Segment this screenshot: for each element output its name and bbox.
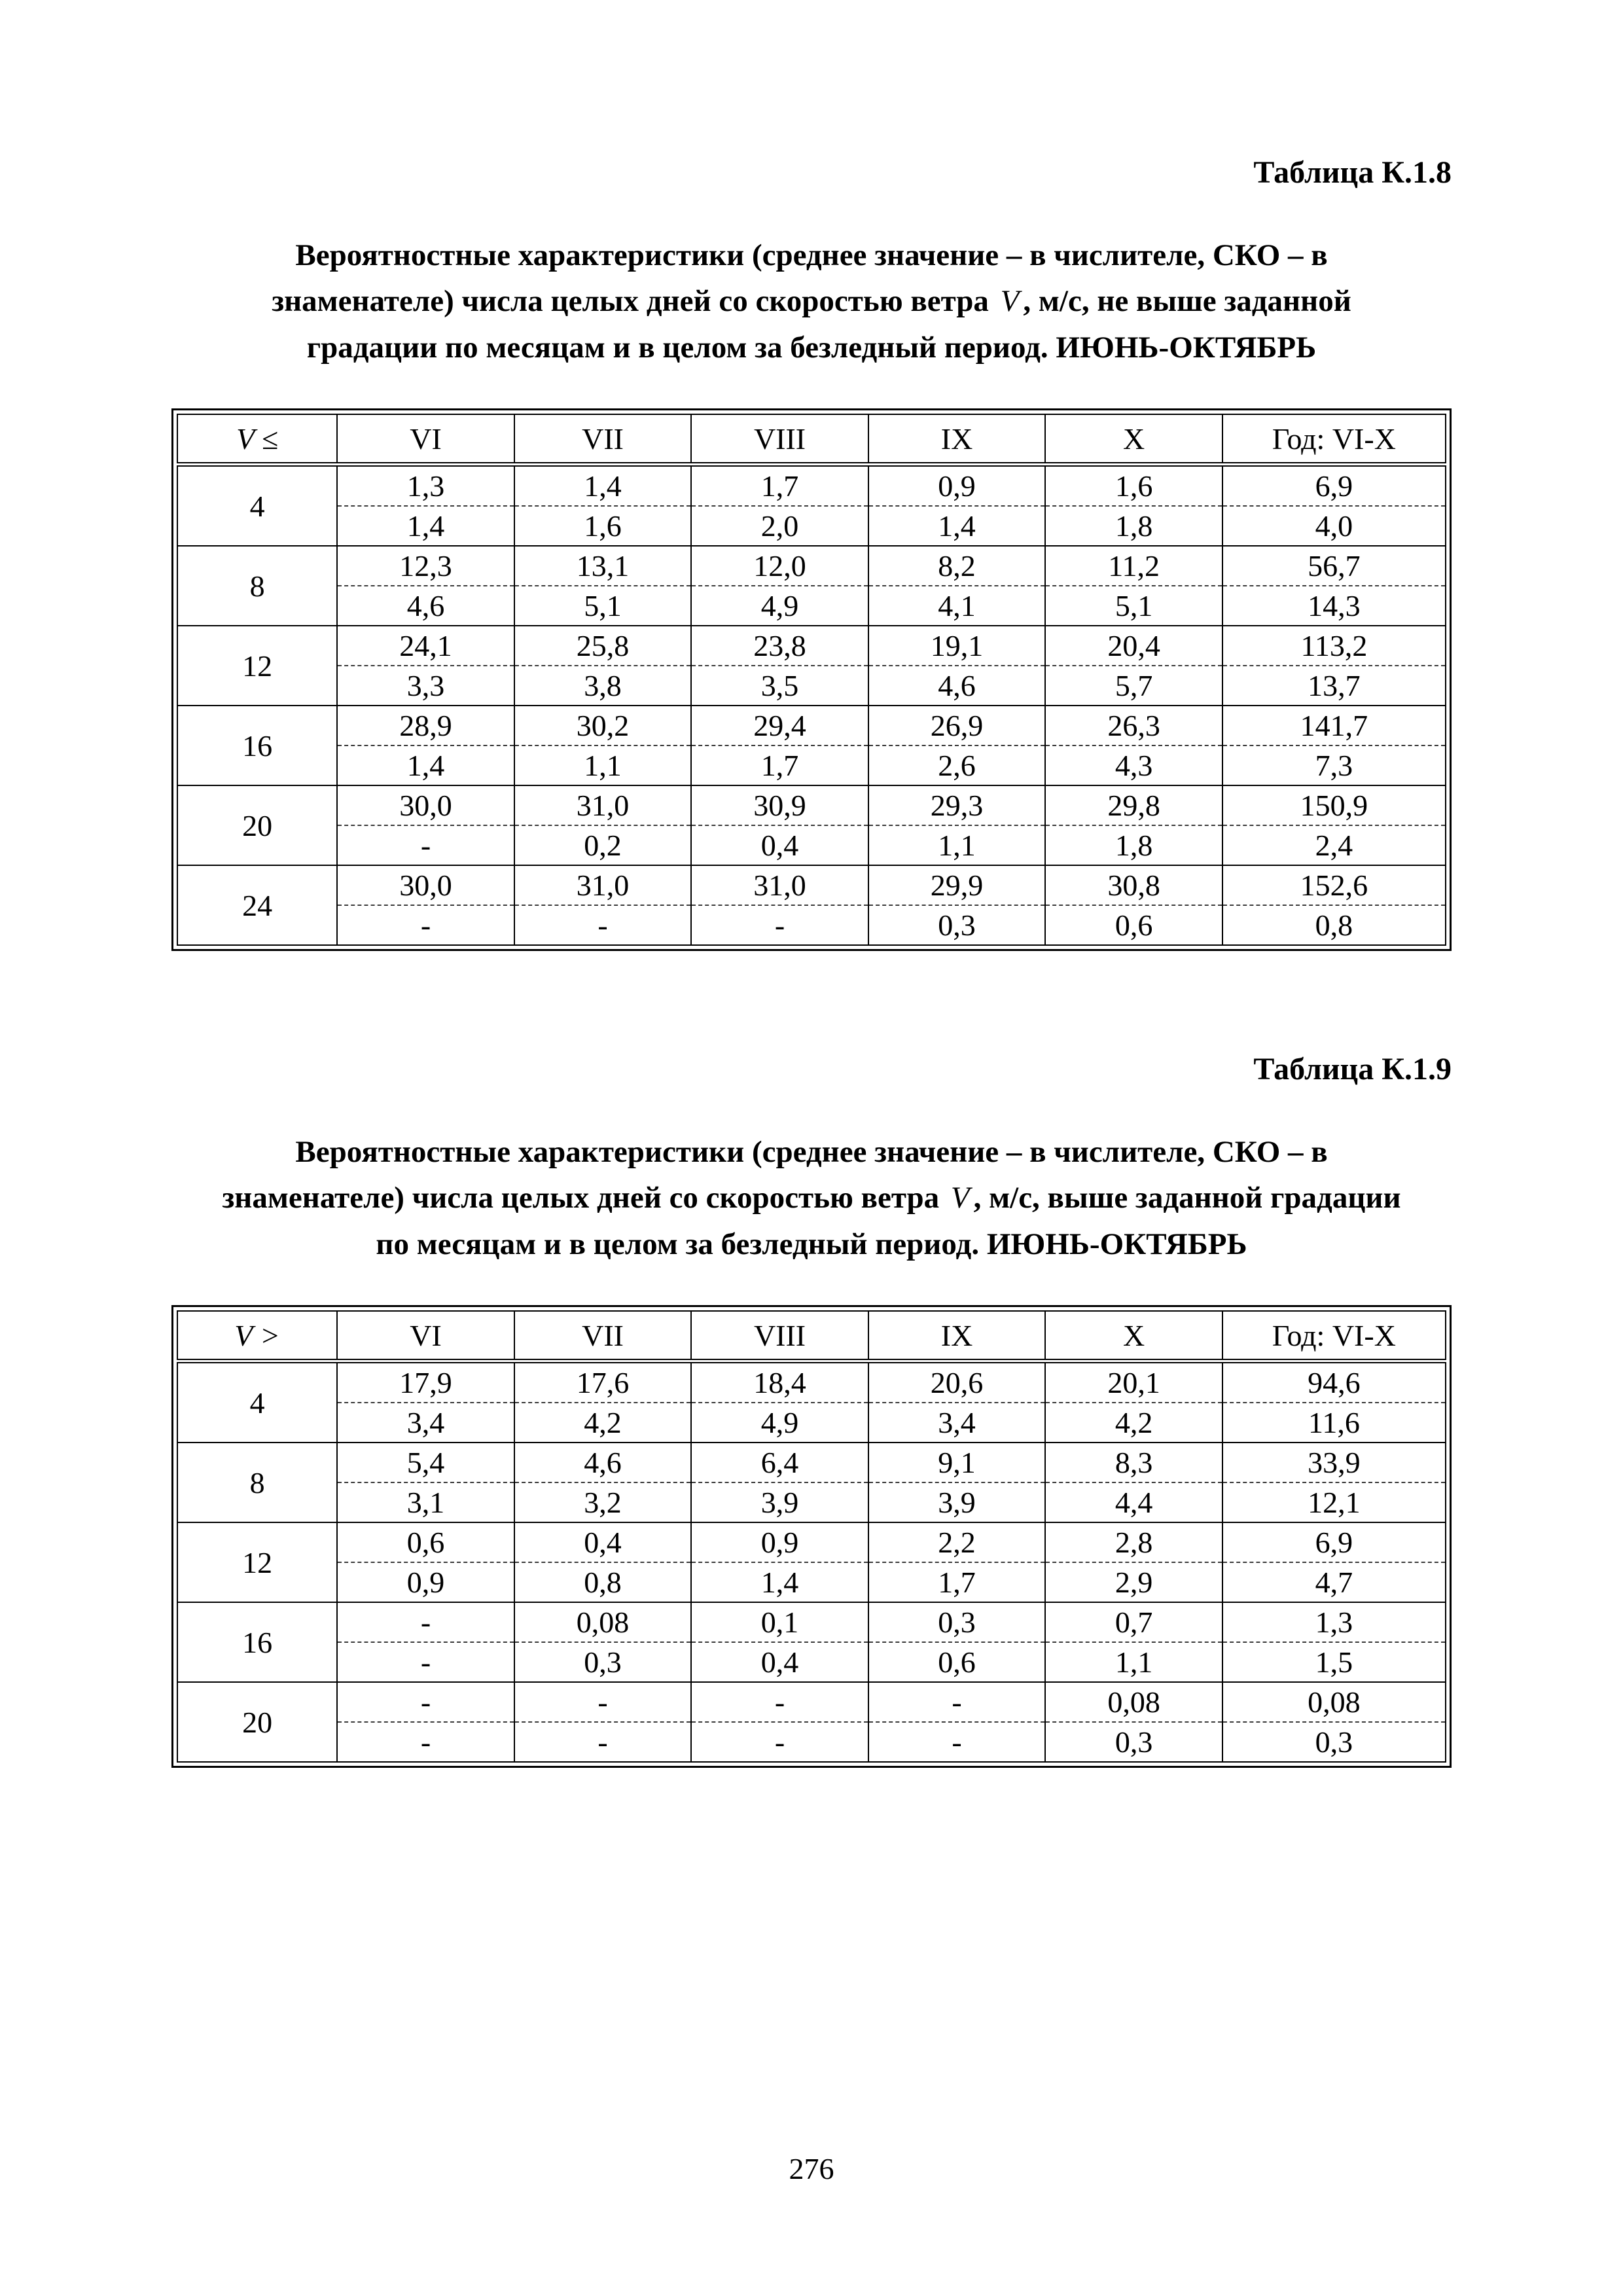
sko-value: 0,9 — [406, 1566, 445, 1600]
value-cell — [337, 546, 514, 626]
mean-value: 2,2 — [869, 1523, 1045, 1563]
mean-value: 0,08 — [1046, 1683, 1222, 1723]
mean-value: 152,6 — [1223, 866, 1445, 906]
value-cell — [868, 1682, 1046, 1762]
value-cell — [868, 546, 1046, 626]
mean-value: 0,9 — [692, 1523, 868, 1563]
table-row — [177, 865, 1446, 945]
value-cell — [514, 785, 692, 865]
sko-value: 1,4 — [938, 509, 976, 543]
mean-value: 1,3 — [338, 467, 514, 507]
col-header-v: V ≤ — [177, 414, 337, 465]
value-cell — [337, 1602, 514, 1682]
sko-value: - — [597, 908, 608, 942]
sko-value: - — [420, 1725, 431, 1759]
value-cell — [868, 785, 1046, 865]
sko-value: 0,6 — [1115, 908, 1153, 942]
value-cell — [691, 1602, 868, 1682]
row-header-v: 20 — [177, 1682, 337, 1762]
value-cell — [1045, 626, 1222, 706]
title-text-1: Вероятностные характеристики (среднее значение – в числителе, СКО – в знаменателе) числа целых дней со скоростью ветра — [272, 238, 1328, 319]
sko-value: 1,4 — [760, 1566, 799, 1600]
table-row — [177, 1443, 1446, 1522]
value-cell — [337, 706, 514, 785]
mean-value: 19,1 — [869, 626, 1045, 666]
mean-value: 8,2 — [869, 547, 1045, 586]
mean-value: - — [338, 1683, 514, 1723]
row-header-v: 16 — [177, 706, 337, 785]
mean-value: 18,4 — [692, 1363, 868, 1403]
row-header-v: 8 — [177, 1443, 337, 1522]
col-header: VI — [337, 1311, 514, 1361]
sko-value: 4,6 — [406, 589, 445, 623]
col-header: IX — [868, 1311, 1046, 1361]
variable-v: V — [1000, 284, 1020, 319]
mean-value: 11,2 — [1046, 547, 1222, 586]
row-header-v: 20 — [177, 785, 337, 865]
table-row — [177, 1602, 1446, 1682]
sko-value: 0,8 — [1315, 908, 1353, 942]
mean-value: 6,9 — [1223, 467, 1445, 507]
sko-value: 3,4 — [938, 1406, 976, 1440]
mean-value: 6,9 — [1223, 1523, 1445, 1563]
table-row — [177, 465, 1446, 547]
sko-value: 1,4 — [406, 509, 445, 543]
mean-value: 29,9 — [869, 866, 1045, 906]
sko-value: - — [597, 1725, 608, 1759]
mean-value: 26,3 — [1046, 706, 1222, 746]
sko-value: 4,3 — [1115, 749, 1153, 783]
sko-value: 4,2 — [1115, 1406, 1153, 1440]
mean-value: 2,8 — [1046, 1523, 1222, 1563]
value-cell — [514, 1602, 692, 1682]
sko-value: 2,4 — [1315, 829, 1353, 863]
table-row — [177, 1361, 1446, 1443]
value-cell — [1045, 1682, 1222, 1762]
table-caption: Таблица К.1.9 — [1253, 1052, 1452, 1087]
mean-value: 0,08 — [515, 1603, 691, 1643]
mean-value: 0,9 — [869, 467, 1045, 507]
mean-value: 23,8 — [692, 626, 868, 666]
value-cell — [337, 865, 514, 945]
sko-value: 4,0 — [1315, 509, 1353, 543]
mean-value: 56,7 — [1223, 547, 1445, 586]
sko-value: - — [420, 1645, 431, 1679]
mean-value: 24,1 — [338, 626, 514, 666]
mean-value: 30,0 — [338, 866, 514, 906]
mean-value: 1,6 — [1046, 467, 1222, 507]
value-cell — [691, 465, 868, 547]
sko-value: 2,9 — [1115, 1566, 1153, 1600]
value-cell — [1222, 1443, 1446, 1522]
sko-value: 5,1 — [584, 589, 622, 623]
value-cell — [868, 1443, 1046, 1522]
sko-value: 1,1 — [938, 829, 976, 863]
value-cell — [1045, 785, 1222, 865]
mean-value: 0,1 — [692, 1603, 868, 1643]
mean-value: - — [692, 1683, 868, 1723]
sko-value: 11,6 — [1308, 1406, 1360, 1440]
table-caption: Таблица К.1.8 — [1253, 155, 1452, 190]
value-cell — [868, 465, 1046, 547]
sko-value: - — [774, 908, 785, 942]
data-table-k18 — [177, 414, 1446, 946]
sko-value: 3,3 — [406, 669, 445, 703]
value-cell — [1045, 546, 1222, 626]
col-header: VI — [337, 414, 514, 465]
sko-value: 1,1 — [584, 749, 622, 783]
mean-value: 26,9 — [869, 706, 1045, 746]
value-cell — [514, 1682, 692, 1762]
sko-value: 2,0 — [760, 509, 799, 543]
sko-value: 1,8 — [1115, 509, 1153, 543]
col-header: X — [1045, 1311, 1222, 1361]
table-row — [177, 706, 1446, 785]
value-cell — [868, 626, 1046, 706]
value-cell — [514, 865, 692, 945]
table-row — [177, 1682, 1446, 1762]
mean-value: 0,3 — [869, 1603, 1045, 1643]
mean-value: 12,3 — [338, 547, 514, 586]
sko-value: 0,8 — [584, 1566, 622, 1600]
col-header-v: V > — [177, 1311, 337, 1361]
table-row — [177, 546, 1446, 626]
value-cell — [514, 546, 692, 626]
mean-value: - — [338, 1603, 514, 1643]
sko-value: 13,7 — [1308, 669, 1361, 703]
sko-value: 4,4 — [1115, 1486, 1153, 1520]
mean-value: 20,4 — [1046, 626, 1222, 666]
value-cell — [691, 706, 868, 785]
col-header: VII — [514, 414, 692, 465]
mean-value: 31,0 — [515, 866, 691, 906]
col-header: VII — [514, 1311, 692, 1361]
value-cell — [1045, 1361, 1222, 1443]
value-cell — [691, 1522, 868, 1602]
sko-value: 7,3 — [1315, 749, 1353, 783]
sko-value: - — [952, 1725, 962, 1759]
col-header: Год: VI-X — [1222, 1311, 1446, 1361]
sko-value: 0,3 — [938, 908, 976, 942]
sko-value: 0,4 — [760, 829, 799, 863]
sko-value: 4,9 — [760, 589, 799, 623]
table-frame — [171, 1305, 1452, 1768]
col-header: X — [1045, 414, 1222, 465]
header-row — [177, 1311, 1446, 1361]
sko-value: 0,3 — [1315, 1725, 1353, 1759]
value-cell — [868, 706, 1046, 785]
value-cell — [1045, 1443, 1222, 1522]
mean-value: 13,1 — [515, 547, 691, 586]
mean-value: 0,08 — [1223, 1683, 1445, 1723]
sko-value: - — [420, 908, 431, 942]
mean-value: 150,9 — [1223, 786, 1445, 826]
sko-value: 0,2 — [584, 829, 622, 863]
sko-value: 1,1 — [1115, 1645, 1153, 1679]
sko-value: 3,4 — [406, 1406, 445, 1440]
sko-value: 1,4 — [406, 749, 445, 783]
mean-value: 31,0 — [515, 786, 691, 826]
value-cell — [691, 785, 868, 865]
value-cell — [1045, 1522, 1222, 1602]
col-header: IX — [868, 414, 1046, 465]
mean-value: 30,9 — [692, 786, 868, 826]
mean-value: 1,4 — [515, 467, 691, 507]
mean-value: 0,4 — [515, 1523, 691, 1563]
row-header-v: 16 — [177, 1602, 337, 1682]
value-cell — [868, 1522, 1046, 1602]
row-header-v: 4 — [177, 1361, 337, 1443]
row-header-v: 8 — [177, 546, 337, 626]
table-frame — [171, 408, 1452, 951]
sko-value: 4,7 — [1315, 1566, 1353, 1600]
mean-value: 30,2 — [515, 706, 691, 746]
sko-value: - — [774, 1725, 785, 1759]
value-cell — [691, 1682, 868, 1762]
sko-value: 4,6 — [938, 669, 976, 703]
mean-value: 1,3 — [1223, 1603, 1445, 1643]
sko-value: 1,6 — [584, 509, 622, 543]
value-cell — [1222, 785, 1446, 865]
table-row — [177, 626, 1446, 706]
section-spacer — [171, 951, 1452, 1050]
table-title — [219, 232, 1404, 371]
value-cell — [1222, 546, 1446, 626]
mean-value: 29,8 — [1046, 786, 1222, 826]
value-cell — [514, 706, 692, 785]
mean-value: 1,7 — [692, 467, 868, 507]
sko-value: 14,3 — [1308, 589, 1361, 623]
mean-value: 12,0 — [692, 547, 868, 586]
mean-value: 20,1 — [1046, 1363, 1222, 1403]
sko-value: 0,3 — [584, 1645, 622, 1679]
value-cell — [868, 1361, 1046, 1443]
mean-value: - — [515, 1683, 691, 1723]
sko-value: 1,5 — [1315, 1645, 1353, 1679]
value-cell — [691, 626, 868, 706]
mean-value: 29,4 — [692, 706, 868, 746]
mean-value: 28,9 — [338, 706, 514, 746]
title-text-2: , м/с, не выше заданной градации по месяцам и в целом за безледный период. ИЮНЬ-ОКТЯБРЬ — [306, 284, 1351, 365]
sko-value: 4,2 — [584, 1406, 622, 1440]
value-cell — [514, 1522, 692, 1602]
value-cell — [691, 546, 868, 626]
sko-value: 3,8 — [584, 669, 622, 703]
sko-value: 1,7 — [938, 1566, 976, 1600]
variable-v: V — [950, 1181, 970, 1215]
sko-value: 0,3 — [1115, 1725, 1153, 1759]
header-row — [177, 414, 1446, 465]
value-cell — [337, 1443, 514, 1522]
value-cell — [1222, 465, 1446, 547]
value-cell — [1045, 1602, 1222, 1682]
mean-value: 17,9 — [338, 1363, 514, 1403]
mean-value: 17,6 — [515, 1363, 691, 1403]
value-cell — [337, 465, 514, 547]
value-cell — [337, 1361, 514, 1443]
value-cell — [1045, 865, 1222, 945]
mean-value: 0,6 — [338, 1523, 514, 1563]
row-header-v: 12 — [177, 1522, 337, 1602]
row-header-v: 4 — [177, 465, 337, 547]
mean-value: 9,1 — [869, 1443, 1045, 1483]
sko-value: 4,9 — [760, 1406, 799, 1440]
mean-value: 8,3 — [1046, 1443, 1222, 1483]
sko-value: 3,5 — [760, 669, 799, 703]
value-cell — [1222, 1361, 1446, 1443]
value-cell — [868, 1602, 1046, 1682]
sko-value: 3,1 — [406, 1486, 445, 1520]
value-cell — [514, 1443, 692, 1522]
row-header-v: 24 — [177, 865, 337, 945]
sko-value: 4,1 — [938, 589, 976, 623]
mean-value: 0,7 — [1046, 1603, 1222, 1643]
sko-value: 12,1 — [1308, 1486, 1361, 1520]
value-cell — [514, 465, 692, 547]
mean-value: 5,4 — [338, 1443, 514, 1483]
value-cell — [868, 865, 1046, 945]
col-header: VIII — [691, 414, 868, 465]
title-text-2: , м/с, выше заданной градации по месяцам и в целом за безледный период. ИЮНЬ-ОКТЯБРЬ — [376, 1181, 1401, 1261]
mean-value: 94,6 — [1223, 1363, 1445, 1403]
value-cell — [1222, 626, 1446, 706]
sko-value: 5,1 — [1115, 589, 1153, 623]
value-cell — [337, 1522, 514, 1602]
value-cell — [691, 865, 868, 945]
value-cell — [337, 1682, 514, 1762]
mean-value: 6,4 — [692, 1443, 868, 1483]
table-row — [177, 785, 1446, 865]
sko-value: 2,6 — [938, 749, 976, 783]
table-section-k19 — [171, 1050, 1452, 1768]
mean-value: 33,9 — [1223, 1443, 1445, 1483]
mean-value: 20,6 — [869, 1363, 1045, 1403]
title-text-1: Вероятностные характеристики (среднее значение – в числителе, СКО – в знаменателе) числа целых дней со скоростью ветра — [222, 1134, 1328, 1215]
sko-value: - — [420, 829, 431, 863]
table-section-k18 — [171, 154, 1452, 951]
value-cell — [1222, 1682, 1446, 1762]
sko-value: 1,8 — [1115, 829, 1153, 863]
data-table-k19 — [177, 1310, 1446, 1763]
mean-value: 29,3 — [869, 786, 1045, 826]
mean-value: 141,7 — [1223, 706, 1445, 746]
table-title — [219, 1129, 1404, 1268]
mean-value: 4,6 — [515, 1443, 691, 1483]
mean-value: 31,0 — [692, 866, 868, 906]
value-cell — [337, 785, 514, 865]
value-cell — [1222, 706, 1446, 785]
sko-value: 0,6 — [938, 1645, 976, 1679]
value-cell — [514, 626, 692, 706]
sko-value: 0,4 — [760, 1645, 799, 1679]
sko-value: 3,9 — [760, 1486, 799, 1520]
sko-value: 3,2 — [584, 1486, 622, 1520]
value-cell — [1045, 465, 1222, 547]
sko-value: 3,9 — [938, 1486, 976, 1520]
value-cell — [1222, 1602, 1446, 1682]
value-cell — [1222, 865, 1446, 945]
value-cell — [1222, 1522, 1446, 1602]
table-row — [177, 1522, 1446, 1602]
page-number: 276 — [789, 2152, 834, 2185]
sko-value: 5,7 — [1115, 669, 1153, 703]
sko-value: 1,7 — [760, 749, 799, 783]
row-header-v: 12 — [177, 626, 337, 706]
value-cell — [691, 1361, 868, 1443]
mean-value: 30,8 — [1046, 866, 1222, 906]
value-cell — [1045, 706, 1222, 785]
col-header: Год: VI-X — [1222, 414, 1446, 465]
mean-value: 25,8 — [515, 626, 691, 666]
mean-value: - — [869, 1683, 1045, 1723]
mean-value: 30,0 — [338, 786, 514, 826]
value-cell — [691, 1443, 868, 1522]
value-cell — [514, 1361, 692, 1443]
col-header: VIII — [691, 1311, 868, 1361]
mean-value: 113,2 — [1223, 626, 1445, 666]
value-cell — [337, 626, 514, 706]
